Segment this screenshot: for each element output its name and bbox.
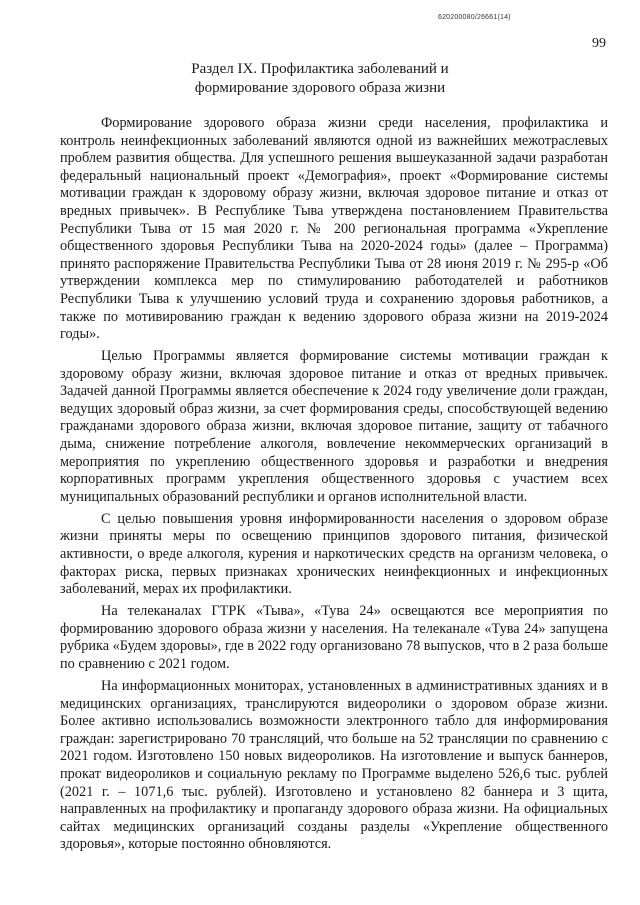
section-title bbox=[0, 60, 640, 98]
paragraph-5: На информационных мониторах, установленных в административных зданиях и в медицинских организациях, транслируются видеоролики о здоровом образе жизни. Более активно использовались возможности электронного табло для информирования граждан: зарегистрировано 70 трансляций, что больше на 52 трансляции по сравнению с 2021 годом. Изготовлено 150 новых видеороликов. На изготовление и выпуск баннеров, прокат видеороликов и социальную рекламу по Программе выделено 526,6 тыс. рублей (2021 г. – 1071,6 тыс. рублей). Изготовлено и установлено 82 баннера и 3 щита, направленных на профилактику и пропаганду здорового образа жизни. На официальных сайтах медицинских организаций созданы разделы «Укрепление общественного здоровья», которые постоянно обновляются. bbox=[60, 677, 608, 853]
body-text bbox=[60, 115, 608, 858]
page-number: 99 bbox=[592, 36, 606, 51]
document-id: 620200080/26661(14) bbox=[438, 14, 511, 21]
paragraph-1: Формирование здорового образа жизни среди населения, профилактика и контроль неинфекционных заболеваний являются одной из важнейших межотраслевых проблем развития общества. Для успешного решения вышеуказанной задачи разработан федеральный национальный проект «Демография», проект «Формирование системы мотивации граждан к здоровому образу жизни, включая здоровое питание и отказ от вредных привычек». В Республике Тыва утверждена постановлением Правительства Республики Тыва от 15 мая 2020 г. № 200 региональная программа «Укрепление общественного здоровья Республики Тыва на 2020-2024 годы» (далее – Программа) принято распоряжение Правительства Республики Тыва от 28 июня 2019 г. № 295-р «Об утверждении комплекса мер по стимулированию работодателей и работников Республики Тыва к улучшению условий труда и сохранению здоровья работников, а также по мотивированию граждан к ведению здорового образа жизни на 2019-2024 годы». bbox=[60, 115, 608, 343]
section-title-line-1: Раздел IX. Профилактика заболеваний и bbox=[191, 61, 449, 77]
paragraph-2: Целью Программы является формирование системы мотивации граждан к здоровому образу жизни, включая здоровое питание и отказ от вредных привычек. Задачей данной Программы является обеспечение к 2024 году увеличение доли граждан, ведущих здоровый образ жизни, за счет формирования среды, способствующей ведению гражданами здорового образа жизни, включая здоровое питание, защиту от табачного дыма, снижение потребление алкоголя, вовлечение некоммерческих организаций в мероприятия по укреплению общественного здоровья и разработки и внедрения корпоративных программ укрепления общественного здоровья с участием всех муниципальных образований республики и органов исполнительной власти. bbox=[60, 348, 608, 505]
paragraph-4: На телеканалах ГТРК «Тыва», «Тува 24» освещаются все мероприятия по формированию здорового образа жизни у населения. На телеканале «Тува 24» запущена рубрика «Будем здоровы», где в 2022 году организовано 78 выпусков, что в 2 раза больше по сравнению с 2021 годом. bbox=[60, 603, 608, 672]
paragraph-3: С целью повышения уровня информированности населения о здоровом образе жизни приняты меры по освещению принципов здорового питания, физической активности, о вреде алкоголя, курения и наркотических средств на организм человека, о факторах риска, первых признаках хронических неинфекционных и инфекционных заболеваний, мерах их профилактики. bbox=[60, 510, 608, 598]
section-title-line-2: формирование здорового образа жизни bbox=[194, 80, 446, 96]
